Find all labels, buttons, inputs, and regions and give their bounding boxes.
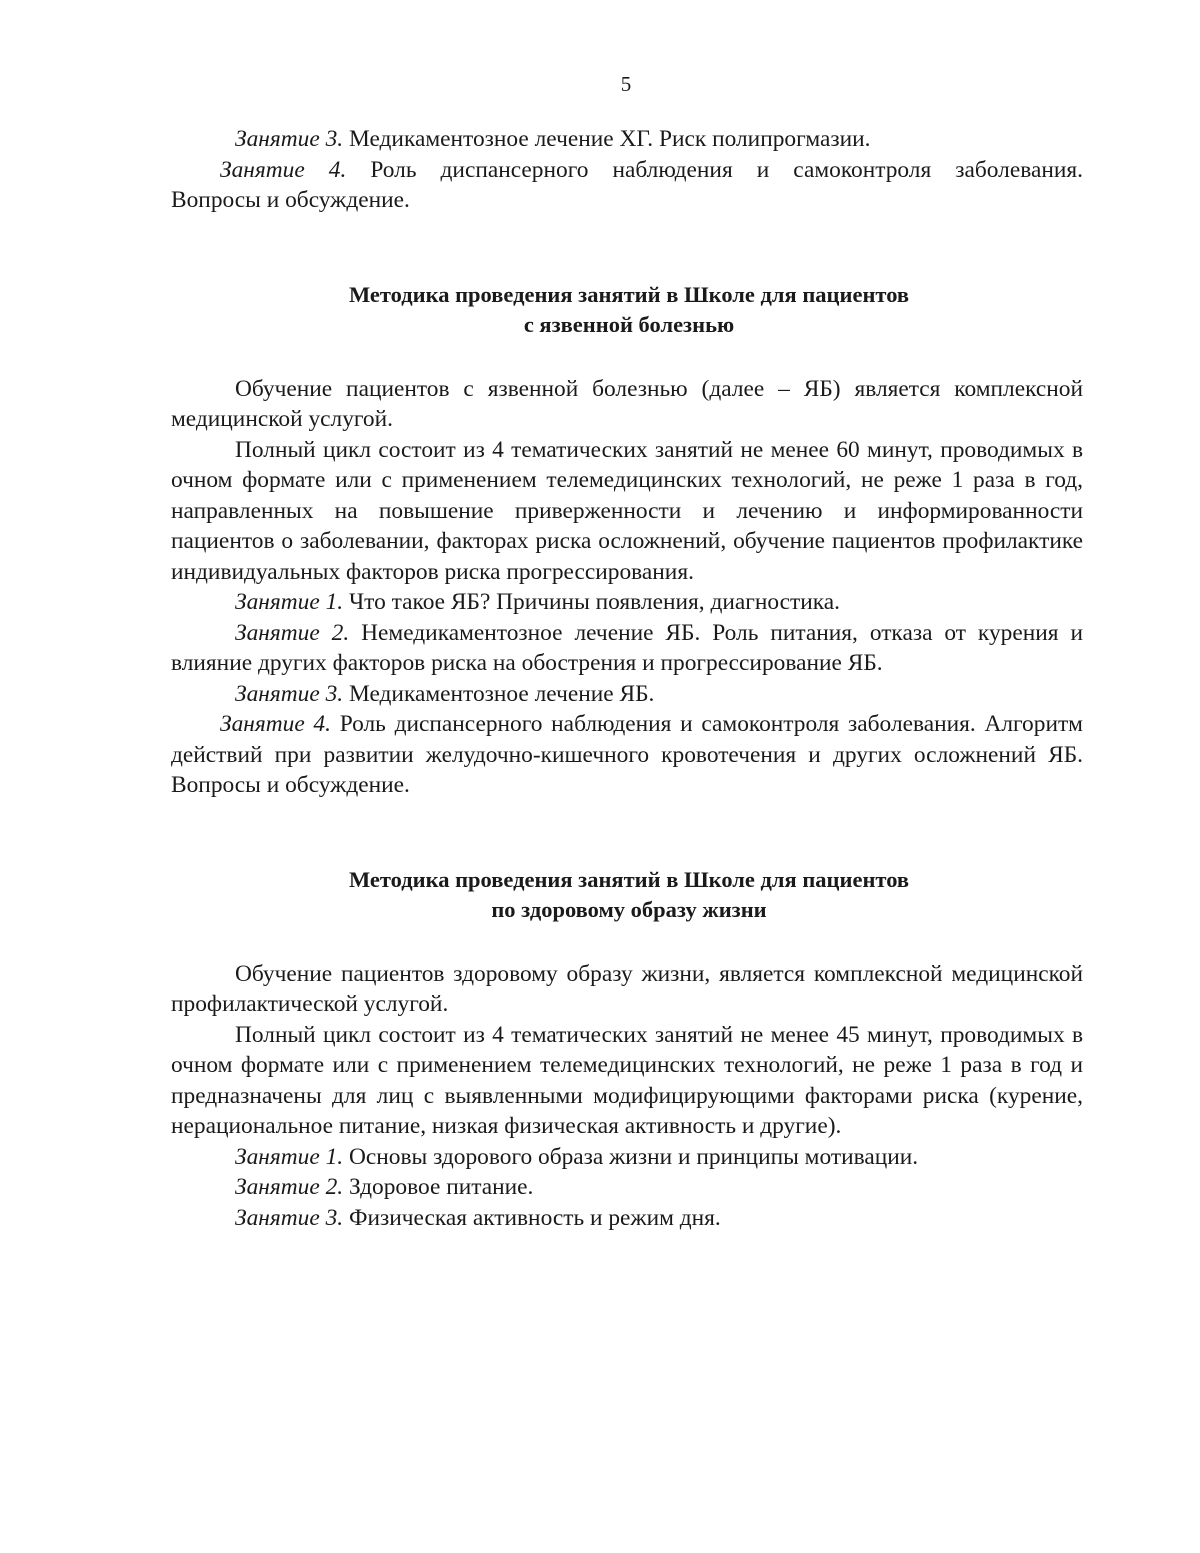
healthy-lesson-2 [171, 1172, 1083, 1203]
lesson-text: Физическая активность и режим дня. [343, 1204, 721, 1231]
lesson-text: Немедикаментозное лечение ЯБ. Роль питания, отказа от курения и влияние других факторов риска на обострения и прогрессирование ЯБ. [171, 619, 1083, 676]
lesson-text: Что такое ЯБ? Причины появления, диагностика. [343, 589, 840, 615]
top-lesson-4-continued: Вопросы и обсуждение. [171, 187, 410, 213]
lesson-text: Медикаментозное лечение ХГ. Риск полипрогмазии. [343, 126, 871, 152]
healthy-cycle: Полный цикл состоит из 4 тематических занятий не менее 45 минут, проводимых в очном формате или с применением телемедицинских технологий, не реже 1 раза в год и предназначены для лиц с выявленными модифицирующими факторами риска (курение, нерациональное питание, низкая физическая активность и другие). [171, 1021, 1083, 1139]
lesson-label: Занятие 2. [235, 1174, 344, 1200]
lesson-text: Здоровое питание. [343, 1174, 534, 1200]
lesson-label: Занятие 4. [220, 711, 331, 737]
ulcer-cycle: Полный цикл состоит из 4 тематических занятий не менее 60 минут, проводимых в очном формате или с применением телемедицинских технологий, не реже 1 раза в год, направленных на повышение приверженности и лечению и информированности пациентов о заболевании, факторах риска осложнений, обучение пациентов профилактике индивидуальных факторов риска прогрессирования. [171, 436, 1083, 585]
ulcer-lesson-1 [171, 587, 1083, 618]
ulcer-lesson-2 [171, 618, 1083, 679]
lesson-label: Занятие 1. [235, 589, 344, 615]
healthy-lesson-3 [171, 1203, 1083, 1234]
lesson-text: Роль диспансерного наблюдения и самоконтроля заболевания. Алгоритм действий при развитии желудочно-кишечного кровотечения и других осложнений ЯБ. Вопросы и обсуждение. [171, 711, 1083, 798]
section-heading-healthy-lifestyle [171, 865, 1083, 925]
lesson-label: Занятие 4. [220, 156, 347, 183]
top-lesson-3 [171, 124, 1083, 155]
lesson-label: Занятие 3. [235, 126, 344, 152]
ulcer-intro: Обучение пациентов с язвенной болезнью (далее – ЯБ) является комплексной медицинской услугой. [171, 375, 1083, 432]
heading-line: с язвенной болезнью [523, 311, 735, 337]
lesson-label: Занятие 3. [235, 1204, 344, 1231]
page-number: 5 [620, 72, 632, 96]
lesson-label: Занятие 2. [235, 619, 350, 646]
lesson-label: Занятие 3. [235, 680, 344, 707]
lesson-text: Роль диспансерного наблюдения и самоконтроля заболевания. [346, 156, 1083, 183]
heading-line: Методика проведения занятий в Школе для пациентов [348, 866, 910, 892]
section-heading-ulcer [171, 280, 1083, 340]
heading-line: Методика проведения занятий в Школе для пациентов [348, 281, 910, 307]
ulcer-lesson-4 [171, 709, 1083, 801]
healthy-lesson-1 [171, 1142, 1083, 1173]
top-lesson-4 [171, 155, 1083, 186]
ulcer-lesson-3 [171, 679, 1083, 710]
lesson-text: Основы здорового образа жизни и принципы мотивации. [343, 1143, 919, 1170]
heading-line: по здоровому образу жизни [491, 896, 767, 922]
lesson-label: Занятие 1. [235, 1143, 344, 1170]
lesson-text: Медикаментозное лечение ЯБ. [343, 680, 655, 707]
document-body [171, 124, 1083, 1233]
healthy-intro: Обучение пациентов здоровому образу жизни, является комплексной медицинской профилактической услугой. [171, 960, 1083, 1017]
